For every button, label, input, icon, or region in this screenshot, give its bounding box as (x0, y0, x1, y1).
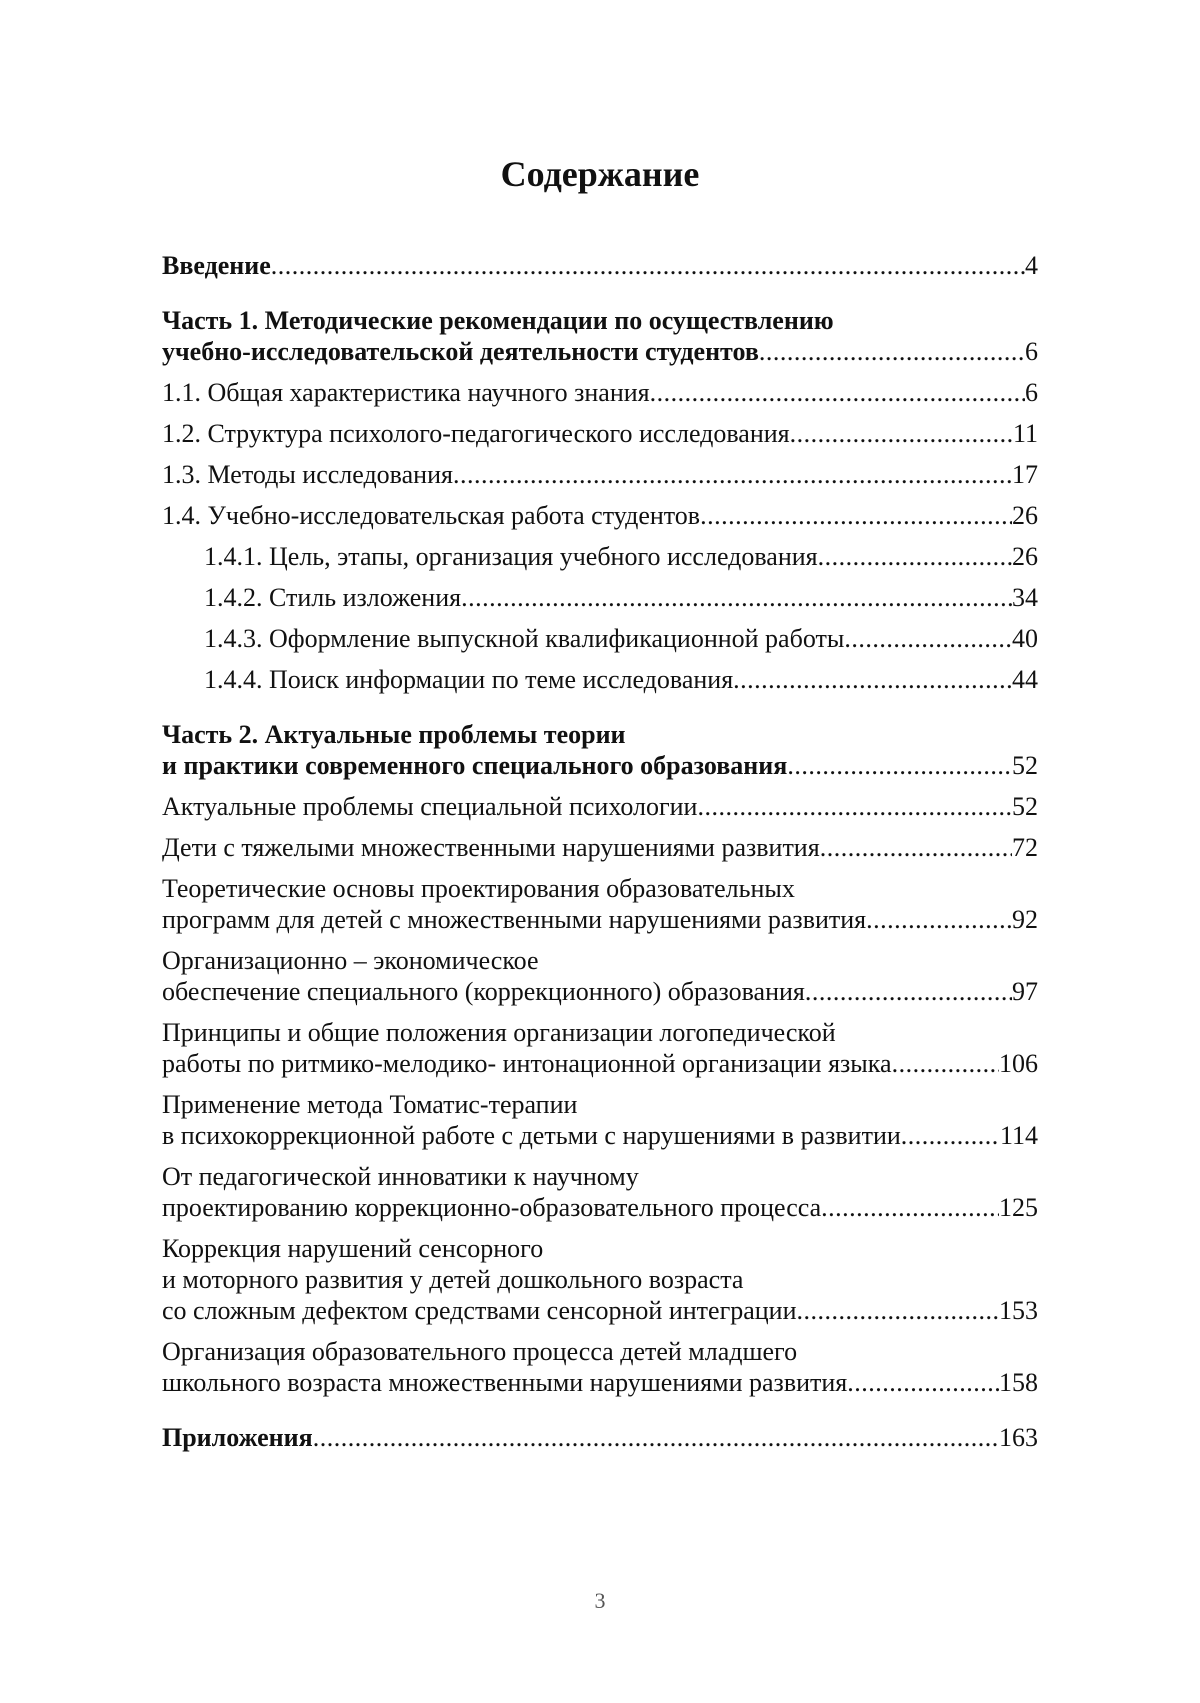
toc-page-number: 158 (999, 1368, 1038, 1397)
toc-page-number: 97 (1012, 977, 1038, 1006)
toc-entry-line (162, 976, 1038, 1007)
toc-page-number: 44 (1012, 665, 1038, 694)
toc-entry-line (162, 1295, 1038, 1326)
toc-page-number: 26 (1012, 501, 1038, 530)
toc-page-number: 4 (1025, 251, 1038, 280)
toc-entry-line (162, 1367, 1038, 1398)
dot-leader (805, 976, 1012, 1007)
toc-entry-title-line: в психокоррекционной работе с детьми с нарушениями в развитии (162, 1121, 901, 1150)
toc-entry (162, 582, 1038, 613)
toc-entry-title-line: Актуальные проблемы специальной психологии (162, 792, 698, 821)
dot-leader (733, 664, 1012, 695)
dot-leader (787, 750, 1012, 781)
toc-entry-line (204, 623, 1038, 654)
toc-entry-line (162, 750, 1038, 781)
toc-entry-title-line: Теоретические основы проектирования образовательных (162, 874, 795, 903)
toc-entry-title-line: Введение (162, 251, 271, 280)
toc-entry (162, 719, 1038, 781)
toc-entry-line (162, 1048, 1038, 1079)
toc-entry-line (162, 377, 1038, 408)
toc-entry-title-line: школьного возраста множественными нарушениями развития (162, 1368, 848, 1397)
toc-page-number: 92 (1012, 905, 1038, 934)
toc-entry-line (162, 791, 1038, 822)
toc-entry-title-line: Часть 1. Методические рекомендации по осуществлению (162, 306, 834, 335)
toc-page-number: 26 (1012, 542, 1038, 571)
toc-entry (162, 1161, 1038, 1223)
dot-leader (271, 250, 1025, 281)
toc-entry-title-line: Применение метода Томатис-терапии (162, 1090, 578, 1119)
toc-entry (162, 418, 1038, 449)
table-of-contents (162, 250, 1038, 1463)
dot-leader (844, 623, 1012, 654)
toc-entry-title-line: со сложным дефектом средствами сенсорной интеграции (162, 1296, 797, 1325)
toc-entry (162, 541, 1038, 572)
toc-entry-title-line: проектированию коррекционно-образовательного процесса (162, 1193, 822, 1222)
toc-entry (162, 791, 1038, 822)
toc-entry-line (204, 664, 1038, 695)
dot-leader (797, 1295, 999, 1326)
toc-entry (162, 250, 1038, 281)
dot-leader (821, 1192, 999, 1223)
toc-entry (162, 873, 1038, 935)
dot-leader (700, 500, 1012, 531)
toc-entry-title-line: 1.4.4. Поиск информации по теме исследования (204, 665, 734, 694)
toc-entry-line (162, 1192, 1038, 1223)
toc-entry-title-line: 1.2. Структура психолого-педагогического исследования (162, 419, 790, 448)
toc-entry (162, 1336, 1038, 1398)
toc-entry (162, 459, 1038, 490)
toc-entry-line (162, 832, 1038, 863)
toc-entry (162, 664, 1038, 695)
toc-entry-title-line: Организация образовательного процесса детей младшего (162, 1337, 798, 1366)
page-title: Содержание (500, 154, 700, 194)
toc-page-number: 11 (1012, 419, 1038, 448)
dot-leader (313, 1422, 999, 1453)
dot-leader (453, 459, 1012, 490)
toc-page-number: 114 (999, 1121, 1038, 1150)
toc-entry (162, 1017, 1038, 1079)
toc-page-number: 40 (1012, 624, 1038, 653)
toc-entry-title-line: 1.4.3. Оформление выпускной квалификационной работы (204, 624, 845, 653)
toc-entry-title-line: и практики современного специального образования (162, 751, 788, 780)
dot-leader (892, 1048, 999, 1079)
toc-page-number: 72 (1012, 833, 1038, 862)
toc-page-number: 163 (999, 1423, 1038, 1452)
toc-entry (162, 1422, 1038, 1453)
toc-entry-line (162, 1422, 1038, 1453)
toc-entry-title-line: 1.4.1. Цель, этапы, организация учебного исследования (204, 542, 818, 571)
toc-entry-line (162, 418, 1038, 449)
toc-entry-title-line: Принципы и общие положения организации логопедической (162, 1018, 836, 1047)
toc-entry-title-line: работы по ритмико-мелодико- интонационной организации языка (162, 1049, 892, 1078)
toc-entry (162, 500, 1038, 531)
dot-leader (820, 832, 1012, 863)
toc-entry-line (162, 336, 1038, 367)
dot-leader (790, 418, 1013, 449)
toc-page-number: 106 (999, 1049, 1038, 1078)
toc-entry (162, 305, 1038, 367)
toc-entry (162, 1233, 1038, 1326)
toc-page-number: 17 (1012, 460, 1038, 489)
toc-entry (162, 1089, 1038, 1151)
toc-entry-title-line: обеспечение специального (коррекционного) образования (162, 977, 805, 1006)
toc-entry-title-line: Приложения (162, 1423, 313, 1452)
toc-entry-line (162, 500, 1038, 531)
toc-entry (162, 377, 1038, 408)
toc-entry-title-line: Коррекция нарушений сенсорного (162, 1234, 544, 1263)
toc-entry-line (162, 459, 1038, 490)
toc-page-number: 52 (1012, 792, 1038, 821)
toc-page-number: 6 (1025, 378, 1038, 407)
toc-entry-title-line: Дети с тяжелыми множественными нарушениями развития (162, 833, 820, 862)
dot-leader (697, 791, 1012, 822)
toc-entry-line (162, 250, 1038, 281)
toc-entry-line (204, 541, 1038, 572)
dot-leader (759, 336, 1025, 367)
dot-leader (818, 541, 1012, 572)
toc-entry-line (162, 1120, 1038, 1151)
toc-entry (162, 945, 1038, 1007)
toc-entry-title-line: программ для детей с множественными нарушениями развития (162, 905, 867, 934)
toc-entry-title-line: 1.4. Учебно-исследовательская работа студентов (162, 501, 701, 530)
toc-page-number: 52 (1012, 751, 1038, 780)
toc-entry-title-line: От педагогической инноватики к научному (162, 1162, 639, 1191)
toc-entry-title-line: 1.3. Методы исследования (162, 460, 453, 489)
dot-leader (650, 377, 1025, 408)
toc-page-number: 6 (1025, 337, 1038, 366)
dot-leader (847, 1367, 999, 1398)
toc-page-number: 153 (999, 1296, 1038, 1325)
dot-leader (866, 904, 1012, 935)
toc-entry-line (204, 582, 1038, 613)
toc-page-number: 125 (999, 1193, 1038, 1222)
dot-leader (901, 1120, 1000, 1151)
toc-entry-title-line: Организационно – экономическое (162, 946, 539, 975)
toc-entry-title-line: 1.1. Общая характеристика научного знания (162, 378, 650, 407)
page-number: 3 (594, 1588, 606, 1613)
toc-entry-title-line: и моторного развития у детей дошкольного возраста (162, 1265, 744, 1294)
toc-entry (162, 623, 1038, 654)
toc-entry-title-line: 1.4.2. Стиль изложения (204, 583, 462, 612)
toc-entry (162, 832, 1038, 863)
toc-entry-title-line: учебно-исследовательской деятельности студентов (162, 337, 759, 366)
toc-entry-title-line: Часть 2. Актуальные проблемы теории (162, 720, 626, 749)
toc-entry-line (162, 904, 1038, 935)
toc-page-number: 34 (1012, 583, 1038, 612)
dot-leader (461, 582, 1012, 613)
